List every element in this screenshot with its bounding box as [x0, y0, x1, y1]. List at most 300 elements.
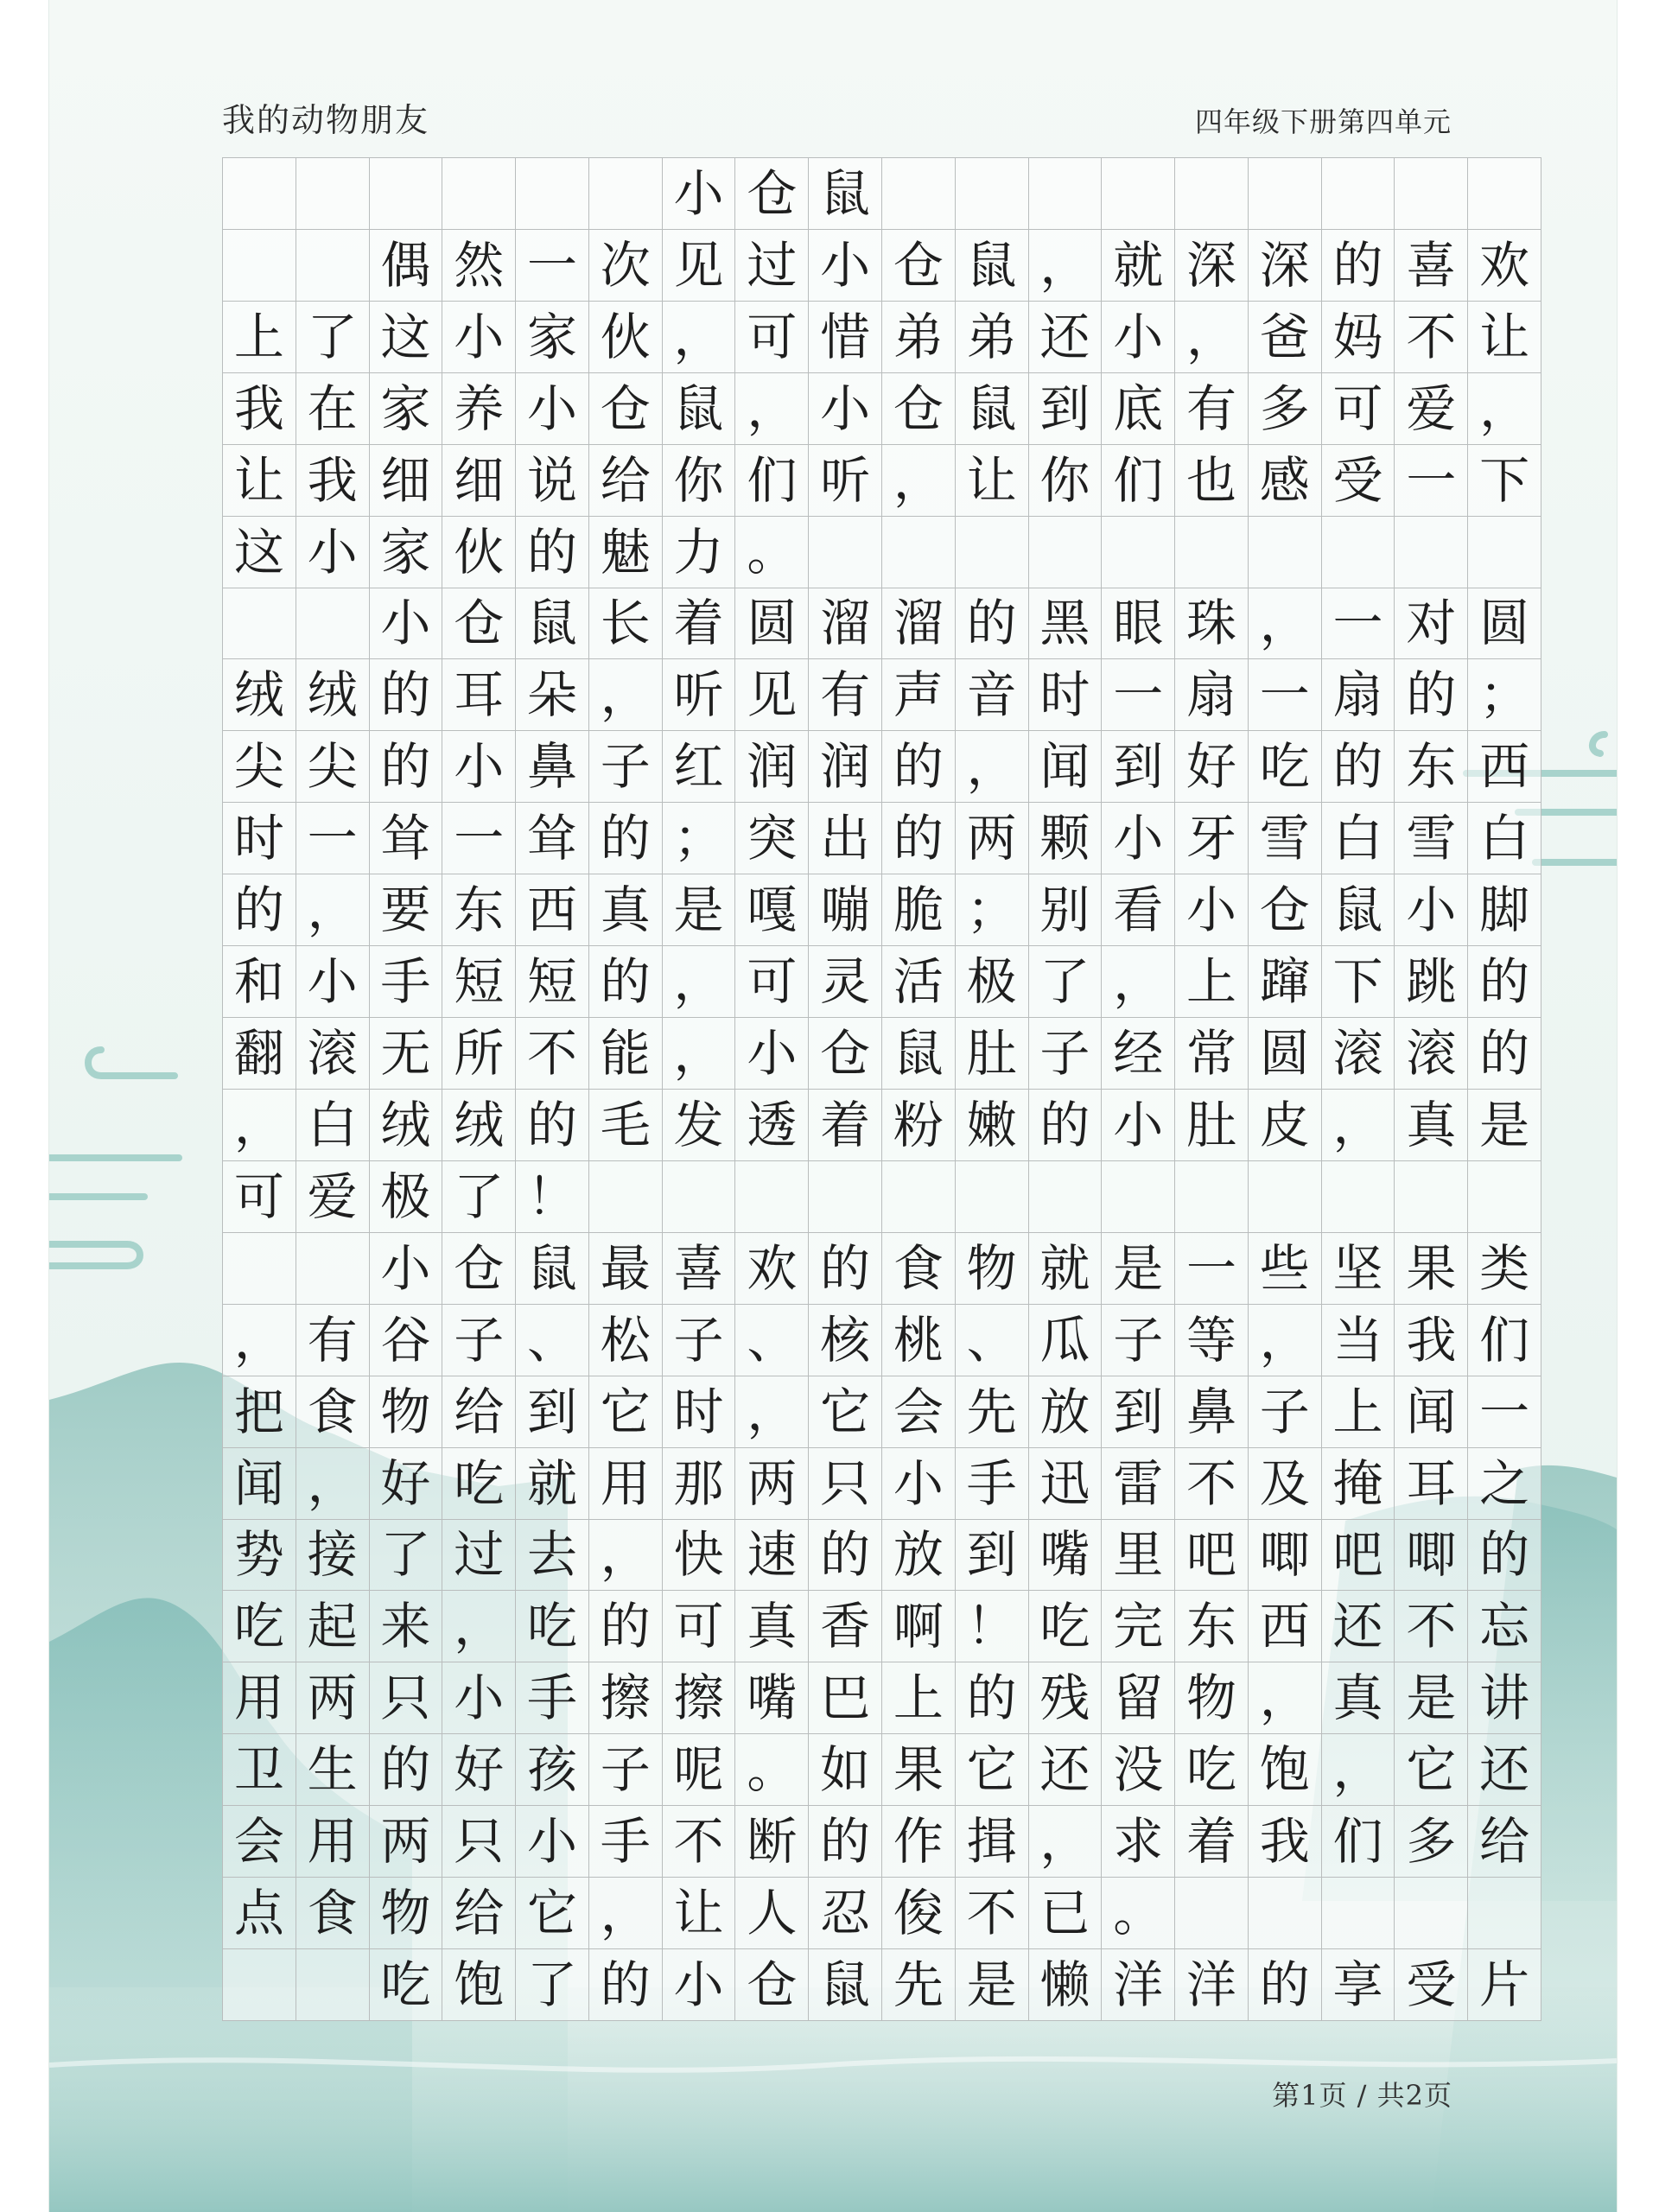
grid-cell: 孩	[516, 1734, 589, 1806]
grid-cell	[1175, 158, 1249, 230]
grid-cell: 着	[1175, 1806, 1249, 1878]
grid-cell: 我	[1395, 1305, 1468, 1376]
grid-cell: 养	[442, 373, 516, 445]
grid-cell	[882, 1161, 956, 1233]
grid-cell: 子	[589, 1734, 663, 1806]
grid-cell: 两	[296, 1662, 370, 1734]
grid-cell: 妈	[1322, 302, 1395, 373]
grid-cell: 你	[663, 445, 736, 517]
grid-cell: 圆	[1249, 1018, 1322, 1090]
grid-cell: 皮	[1249, 1090, 1322, 1161]
grid-cell: 我	[223, 373, 296, 445]
grid-cell: 东	[1395, 731, 1468, 803]
grid-cell: 让	[1468, 302, 1541, 373]
grid-cell: 吃	[516, 1591, 589, 1662]
grid-cell: 。	[735, 517, 809, 588]
grid-cell: 们	[1322, 1806, 1395, 1878]
grid-cell: 嘴	[1029, 1520, 1103, 1592]
grid-cell: 滚	[1322, 1018, 1395, 1090]
grid-cell: 是	[1395, 1662, 1468, 1734]
grid-cell: 小	[1102, 803, 1175, 874]
grid-cell: 发	[663, 1090, 736, 1161]
grid-cell: ，	[589, 1878, 663, 1949]
grid-cell: ，	[1322, 1090, 1395, 1161]
grid-cell	[296, 1233, 370, 1305]
grid-cell: ，	[956, 731, 1029, 803]
grid-cell	[296, 588, 370, 660]
grid-cell: 让	[663, 1878, 736, 1949]
grid-cell: 见	[735, 659, 809, 731]
grid-cell: 受	[1395, 1949, 1468, 2021]
grid-cell	[1468, 1878, 1541, 1949]
grid-cell: 当	[1322, 1305, 1395, 1376]
grid-cell: 让	[223, 445, 296, 517]
grid-cell	[1029, 158, 1103, 230]
grid-cell: 起	[296, 1591, 370, 1662]
grid-cell: 之	[1468, 1448, 1541, 1520]
grid-cell	[1468, 517, 1541, 588]
grid-cell: 可	[735, 302, 809, 373]
grid-cell: 一	[1249, 659, 1322, 731]
grid-cell: ，	[223, 1305, 296, 1376]
grid-cell: 及	[1249, 1448, 1322, 1520]
grid-cell	[1175, 1161, 1249, 1233]
grid-cell: ，	[1249, 588, 1322, 660]
grid-cell: 爸	[1249, 302, 1322, 373]
grid-cell: ；	[1468, 659, 1541, 731]
grid-cell: 的	[516, 1090, 589, 1161]
grid-cell: 忘	[1468, 1591, 1541, 1662]
grid-cell: 物	[956, 1233, 1029, 1305]
grid-cell: 绒	[442, 1090, 516, 1161]
grid-cell: 的	[1029, 1090, 1103, 1161]
grid-cell: 到	[956, 1520, 1029, 1592]
grid-cell: 的	[370, 1734, 443, 1806]
grid-cell: ，	[1175, 302, 1249, 373]
grid-cell: 们	[1102, 445, 1175, 517]
grid-cell: ；	[956, 874, 1029, 946]
grid-cell: 。	[1102, 1878, 1175, 1949]
grid-cell: 就	[1102, 230, 1175, 302]
grid-cell: 残	[1029, 1662, 1103, 1734]
grid-cell: 的	[589, 803, 663, 874]
grid-cell: 完	[1102, 1591, 1175, 1662]
grid-cell: ，	[223, 1090, 296, 1161]
grid-cell: 就	[516, 1448, 589, 1520]
grid-cell: 时	[1029, 659, 1103, 731]
grid-cell: 小	[882, 1448, 956, 1520]
grid-cell	[1249, 517, 1322, 588]
grid-cell: 放	[882, 1520, 956, 1592]
grid-cell: ，	[1249, 1662, 1322, 1734]
grid-cell: 白	[1322, 803, 1395, 874]
grid-cell: 已	[1029, 1878, 1103, 1949]
grid-cell: 黑	[1029, 588, 1103, 660]
grid-cell: 常	[1175, 1018, 1249, 1090]
grid-cell: 听	[663, 659, 736, 731]
grid-cell: 跳	[1395, 946, 1468, 1018]
grid-cell: 饱	[442, 1949, 516, 2021]
grid-cell: 手	[370, 946, 443, 1018]
grid-cell: 留	[1102, 1662, 1175, 1734]
grid-cell: 受	[1322, 445, 1395, 517]
grid-cell: 卫	[223, 1734, 296, 1806]
grid-cell: 细	[370, 445, 443, 517]
grid-cell: 一	[516, 230, 589, 302]
grid-cell: 别	[1029, 874, 1103, 946]
grid-cell: 短	[516, 946, 589, 1018]
grid-cell: ，	[735, 1376, 809, 1448]
grid-cell: 小	[442, 1662, 516, 1734]
grid-cell: 们	[735, 445, 809, 517]
grid-cell: 鼻	[1175, 1376, 1249, 1448]
grid-cell	[1322, 1161, 1395, 1233]
grid-cell: 先	[882, 1949, 956, 2021]
grid-cell: 果	[1395, 1233, 1468, 1305]
grid-cell: 到	[516, 1376, 589, 1448]
grid-cell: 是	[1102, 1233, 1175, 1305]
grid-cell: 等	[1175, 1305, 1249, 1376]
grid-cell: 只	[442, 1806, 516, 1878]
grid-cell: 啊	[882, 1591, 956, 1662]
grid-cell: 毛	[589, 1090, 663, 1161]
grid-cell: 对	[1395, 588, 1468, 660]
grid-cell	[223, 158, 296, 230]
grid-cell: 的	[223, 874, 296, 946]
grid-cell: 伙	[442, 517, 516, 588]
grid-cell	[296, 1949, 370, 2021]
grid-cell: 着	[663, 588, 736, 660]
grid-cell: 的	[516, 517, 589, 588]
grid-cell: 扇	[1175, 659, 1249, 731]
grid-cell: 红	[663, 731, 736, 803]
grid-cell: ，	[1322, 1734, 1395, 1806]
grid-cell: 惜	[809, 302, 882, 373]
grid-cell: 到	[1102, 731, 1175, 803]
grid-cell: 下	[1468, 445, 1541, 517]
grid-cell: 底	[1102, 373, 1175, 445]
grid-cell: 迅	[1029, 1448, 1103, 1520]
grid-cell	[1102, 517, 1175, 588]
grid-cell	[1322, 158, 1395, 230]
grid-cell	[223, 1233, 296, 1305]
grid-cell	[1175, 517, 1249, 588]
grid-cell: 小	[370, 1233, 443, 1305]
grid-cell: 音	[956, 659, 1029, 731]
grid-cell: 要	[370, 874, 443, 946]
grid-cell: 吃	[1175, 1734, 1249, 1806]
grid-cell: 的	[1395, 659, 1468, 731]
grid-cell: 有	[296, 1305, 370, 1376]
grid-cell: 的	[882, 731, 956, 803]
grid-cell: 坚	[1322, 1233, 1395, 1305]
grid-cell: ；	[663, 803, 736, 874]
grid-cell: 下	[1322, 946, 1395, 1018]
grid-cell: 还	[1322, 1591, 1395, 1662]
grid-cell: 所	[442, 1018, 516, 1090]
grid-cell: 小	[809, 230, 882, 302]
grid-cell: 一	[1468, 1376, 1541, 1448]
grid-cell: 仓	[809, 1018, 882, 1090]
grid-cell: 耳	[442, 659, 516, 731]
grid-cell: 真	[589, 874, 663, 946]
grid-cell: 时	[663, 1376, 736, 1448]
grid-cell: 的	[809, 1233, 882, 1305]
grid-cell: 小	[1102, 302, 1175, 373]
grid-cell: 吧	[1322, 1520, 1395, 1592]
grid-cell: 最	[589, 1233, 663, 1305]
grid-cell: 不	[1175, 1448, 1249, 1520]
grid-cell: 就	[1029, 1233, 1103, 1305]
grid-cell: ，	[1102, 946, 1175, 1018]
grid-cell: 真	[735, 1591, 809, 1662]
grid-cell: 上	[1322, 1376, 1395, 1448]
grid-cell: 不	[663, 1806, 736, 1878]
grid-cell: 食	[882, 1233, 956, 1305]
grid-cell: 小	[516, 373, 589, 445]
grid-cell: 鼠	[1322, 874, 1395, 946]
grid-cell: 鼠	[882, 1018, 956, 1090]
grid-cell: 的	[809, 1520, 882, 1592]
grid-cell: 突	[735, 803, 809, 874]
grid-cell: 闻	[1395, 1376, 1468, 1448]
grid-cell: 上	[882, 1662, 956, 1734]
grid-cell: 不	[1395, 1591, 1468, 1662]
grid-cell: 有	[1175, 373, 1249, 445]
grid-cell: 只	[809, 1448, 882, 1520]
grid-cell: 伙	[589, 302, 663, 373]
grid-cell: 它	[589, 1376, 663, 1448]
grid-cell: 鼠	[956, 373, 1029, 445]
grid-cell: 耸	[370, 803, 443, 874]
grid-cell: 肚	[956, 1018, 1029, 1090]
grid-cell: 食	[296, 1376, 370, 1448]
grid-cell: 给	[1468, 1806, 1541, 1878]
grid-cell: 扇	[1322, 659, 1395, 731]
grid-cell: 家	[370, 517, 443, 588]
grid-cell: 了	[442, 1161, 516, 1233]
grid-cell: 手	[956, 1448, 1029, 1520]
grid-cell: ，	[663, 1018, 736, 1090]
grid-cell: 在	[296, 373, 370, 445]
grid-cell: 上	[1175, 946, 1249, 1018]
grid-cell: 白	[296, 1090, 370, 1161]
grid-cell: 闻	[1029, 731, 1103, 803]
grid-cell: 朵	[516, 659, 589, 731]
grid-cell: 西	[516, 874, 589, 946]
grid-cell: 深	[1175, 230, 1249, 302]
grid-cell: 欢	[735, 1233, 809, 1305]
grid-cell: 眼	[1102, 588, 1175, 660]
grid-cell	[1102, 1161, 1175, 1233]
grid-cell: 吃	[370, 1949, 443, 2021]
grid-cell: 爱	[296, 1161, 370, 1233]
grid-cell: 求	[1102, 1806, 1175, 1878]
grid-cell: ！	[516, 1161, 589, 1233]
grid-cell: ，	[1029, 1806, 1103, 1878]
grid-cell: 忍	[809, 1878, 882, 1949]
page-indicator: 第1页 / 共2页	[1272, 2079, 1452, 2112]
grid-cell: 尖	[223, 731, 296, 803]
grid-cell: 享	[1322, 1949, 1395, 2021]
grid-cell: 擦	[663, 1662, 736, 1734]
grid-cell: 只	[370, 1662, 443, 1734]
grid-cell: 香	[809, 1591, 882, 1662]
grid-cell: 松	[589, 1305, 663, 1376]
grid-cell: 鼠	[956, 230, 1029, 302]
grid-cell: 灵	[809, 946, 882, 1018]
grid-cell: 鼠	[663, 373, 736, 445]
grid-cell: 圆	[1468, 588, 1541, 660]
grid-cell	[1175, 1878, 1249, 1949]
grid-cell: 饱	[1249, 1734, 1322, 1806]
grid-cell: 喜	[663, 1233, 736, 1305]
grid-cell: 到	[1102, 1376, 1175, 1448]
grid-cell: 无	[370, 1018, 443, 1090]
grid-cell: 、	[516, 1305, 589, 1376]
grid-cell: 揖	[956, 1806, 1029, 1878]
grid-cell: 嘎	[735, 874, 809, 946]
grid-cell: 出	[809, 803, 882, 874]
grid-cell: 的	[956, 1662, 1029, 1734]
grid-cell: 手	[589, 1806, 663, 1878]
grid-cell	[1395, 1878, 1468, 1949]
grid-cell: 看	[1102, 874, 1175, 946]
grid-cell: 细	[442, 445, 516, 517]
grid-cell	[589, 1161, 663, 1233]
grid-cell: 是	[1468, 1090, 1541, 1161]
grid-cell: 的	[809, 1806, 882, 1878]
grid-cell: 断	[735, 1806, 809, 1878]
grid-cell: 绒	[370, 1090, 443, 1161]
grid-cell: 仓	[442, 1233, 516, 1305]
grid-cell: 一	[1322, 588, 1395, 660]
grid-cell	[882, 517, 956, 588]
grid-cell: 深	[1249, 230, 1322, 302]
grid-cell: 一	[1102, 659, 1175, 731]
grid-cell: 耸	[516, 803, 589, 874]
grid-cell: 还	[1029, 302, 1103, 373]
grid-cell: 用	[223, 1662, 296, 1734]
grid-cell: 核	[809, 1305, 882, 1376]
grid-cell: 的	[589, 1949, 663, 2021]
grid-cell	[1322, 517, 1395, 588]
grid-cell: 鼠	[516, 588, 589, 660]
grid-cell: 仓	[589, 373, 663, 445]
grid-cell: 还	[1029, 1734, 1103, 1806]
grid-cell	[223, 1949, 296, 2021]
unit-label: 四年级下册第四单元	[1194, 105, 1452, 138]
grid-cell: 活	[882, 946, 956, 1018]
grid-cell	[1395, 158, 1468, 230]
grid-cell: 仓	[882, 230, 956, 302]
grid-cell: 了	[1029, 946, 1103, 1018]
grid-cell: 接	[296, 1520, 370, 1592]
grid-cell: 可	[223, 1161, 296, 1233]
grid-cell: 吃	[223, 1591, 296, 1662]
grid-cell: 它	[1395, 1734, 1468, 1806]
grid-cell: 桃	[882, 1305, 956, 1376]
grid-cell: 去	[516, 1520, 589, 1592]
grid-cell: 两	[735, 1448, 809, 1520]
grid-cell: 滚	[1395, 1018, 1468, 1090]
grid-cell: 手	[516, 1662, 589, 1734]
grid-cell: 的	[1468, 946, 1541, 1018]
grid-cell: 好	[370, 1448, 443, 1520]
grid-cell: 让	[956, 445, 1029, 517]
grid-cell	[809, 1161, 882, 1233]
grid-cell: 说	[516, 445, 589, 517]
grid-cell: 的	[370, 659, 443, 731]
grid-cell: 快	[663, 1520, 736, 1592]
grid-cell: 嫩	[956, 1090, 1029, 1161]
grid-cell: 雪	[1395, 803, 1468, 874]
document-title: 我的动物朋友	[222, 101, 430, 139]
grid-cell: 经	[1102, 1018, 1175, 1090]
grid-cell: 人	[735, 1878, 809, 1949]
grid-cell: 溜	[882, 588, 956, 660]
grid-cell: 绒	[223, 659, 296, 731]
grid-cell: 瓜	[1029, 1305, 1103, 1376]
grid-cell: 没	[1102, 1734, 1175, 1806]
grid-cell	[809, 517, 882, 588]
grid-cell: 脆	[882, 874, 956, 946]
grid-cell: 润	[735, 731, 809, 803]
grid-cell: 作	[882, 1806, 956, 1878]
grid-cell: 牙	[1175, 803, 1249, 874]
grid-cell: 肚	[1175, 1090, 1249, 1161]
grid-cell: 它	[809, 1376, 882, 1448]
grid-cell: 巴	[809, 1662, 882, 1734]
grid-cell: 真	[1395, 1090, 1468, 1161]
grid-cell	[1395, 517, 1468, 588]
grid-cell: 一	[1175, 1233, 1249, 1305]
grid-cell: 呢	[663, 1734, 736, 1806]
grid-cell: 生	[296, 1734, 370, 1806]
grid-cell: 是	[663, 874, 736, 946]
grid-cell: 真	[1322, 1662, 1395, 1734]
grid-cell: 雷	[1102, 1448, 1175, 1520]
grid-cell: 仓	[1249, 874, 1322, 946]
grid-cell: 两	[370, 1806, 443, 1878]
grid-cell	[1029, 1161, 1103, 1233]
grid-cell: 了	[296, 302, 370, 373]
grid-cell: 不	[516, 1018, 589, 1090]
grid-cell: 着	[809, 1090, 882, 1161]
grid-cell: 东	[1175, 1591, 1249, 1662]
grid-cell: 白	[1468, 803, 1541, 874]
grid-cell: ，	[589, 1520, 663, 1592]
grid-cell: 尖	[296, 731, 370, 803]
grid-cell: ，	[442, 1591, 516, 1662]
grid-cell: 、	[735, 1305, 809, 1376]
grid-cell: 掩	[1322, 1448, 1395, 1520]
grid-cell: 然	[442, 230, 516, 302]
grid-cell: 会	[223, 1806, 296, 1878]
grid-cell: 上	[223, 302, 296, 373]
grid-cell: 仓	[735, 158, 809, 230]
grid-cell: 小	[663, 158, 736, 230]
grid-cell: 食	[296, 1878, 370, 1949]
grid-cell: 次	[589, 230, 663, 302]
grid-cell: 点	[223, 1878, 296, 1949]
grid-cell: 魅	[589, 517, 663, 588]
grid-cell	[296, 230, 370, 302]
grid-cell: ，	[296, 1448, 370, 1520]
grid-cell: 偶	[370, 230, 443, 302]
grid-cell	[1395, 1161, 1468, 1233]
grid-cell	[1029, 517, 1103, 588]
